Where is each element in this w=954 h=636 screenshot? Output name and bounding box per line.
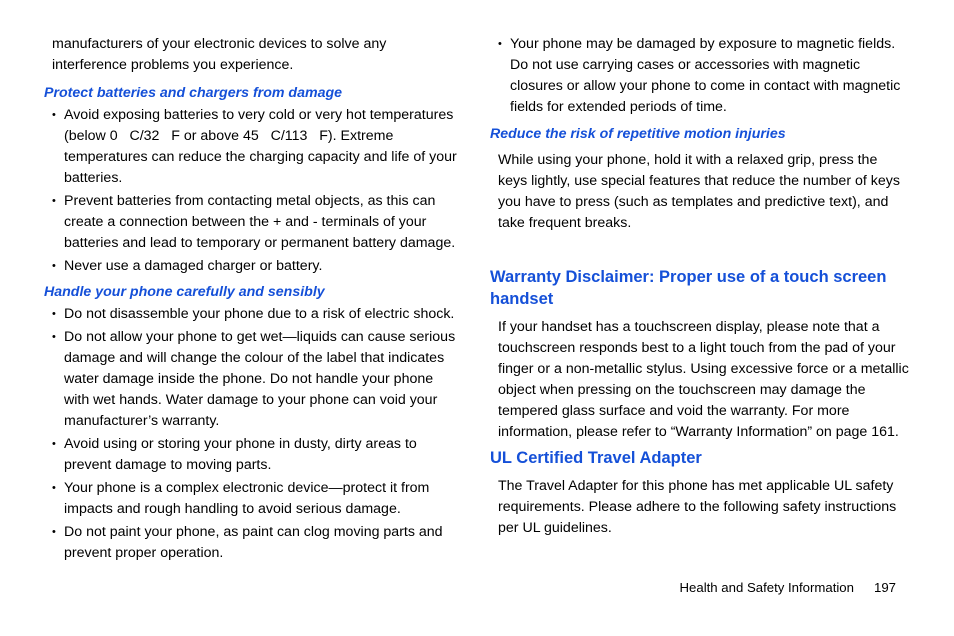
page-footer: [680, 578, 897, 598]
intro-paragraph: manufacturers of your electronic devices to solve any interference problems you experience.: [52, 36, 387, 73]
list-item: [44, 105, 458, 189]
list-item: [44, 478, 458, 520]
bullet-icon: •: [52, 308, 56, 320]
bullet-icon: •: [498, 38, 502, 50]
bullet-icon: •: [52, 109, 56, 121]
bullet-text: Never use a damaged charger or battery.: [64, 258, 323, 274]
bullet-text: Do not disassemble your phone due to a risk of electric shock.: [64, 306, 455, 322]
list-item: [490, 34, 910, 118]
batteries-list: [44, 105, 458, 277]
bullet-icon: •: [52, 438, 56, 450]
bullet-icon: •: [52, 195, 56, 207]
list-item: [44, 327, 458, 432]
handle-phone-heading: Handle your phone carefully and sensibly: [44, 284, 325, 300]
page-number: 197: [873, 580, 896, 595]
rsi-paragraph: While using your phone, hold it with a relaxed grip, press the keys lightly, use special features that reduce the number of keys you have to press (such as templates and predictive text), and take frequent breaks.: [498, 152, 900, 231]
bullet-icon: •: [52, 526, 56, 538]
rsi-heading: Reduce the risk of repetitive motion injuries: [490, 126, 786, 142]
bullet-text: Do not paint your phone, as paint can clog moving parts and prevent proper operation.: [64, 524, 443, 561]
list-item: [44, 522, 458, 564]
warranty-paragraph: If your handset has a touchscreen display, please note that a touchscreen responds best to a light touch from the pad of your finger or a non-metallic stylus. Using excessive force or a metallic object when pressing on the touchscreen may damage the tempered glass surface and void the warranty. For more information, please refer to “Warranty Information” on page 161.: [498, 319, 909, 440]
list-item: [44, 304, 458, 325]
list-item: [44, 191, 458, 254]
footer-section-title: Health and Safety Information: [679, 580, 854, 595]
ul-adapter-heading: UL Certified Travel Adapter: [490, 449, 702, 467]
bullet-text: Your phone is a complex electronic device—protect it from impacts and rough handling to avoid serious damage.: [64, 480, 430, 517]
bullet-icon: •: [52, 331, 56, 343]
handle-phone-list: [44, 304, 458, 564]
ul-adapter-paragraph: The Travel Adapter for this phone has met applicable UL safety requirements. Please adhere to the following safety instructions per UL guidelines.: [498, 478, 897, 536]
bullet-text: Do not allow your phone to get wet—liquids can cause serious damage and will change the colour of the label that indicates water damage inside the phone. Do not handle your phone with wet hands. Water damage to your phone can void your manufacturer’s warranty.: [64, 329, 456, 429]
batteries-heading: Protect batteries and chargers from damage: [44, 85, 343, 101]
bullet-icon: •: [52, 260, 56, 272]
bullet-text: Avoid using or storing your phone in dusty, dirty areas to prevent damage to moving parts.: [64, 436, 417, 473]
left-column: [44, 34, 458, 566]
bullet-text: Avoid exposing batteries to very cold or very hot temperatures (below 0 C/32 F or above 45 C/113 F). Extreme temperatures can reduce the charging capacity and life of your batteries.: [64, 107, 457, 186]
bullet-icon: •: [52, 482, 56, 494]
warranty-heading: Warranty Disclaimer: Proper use of a touch screen handset: [490, 268, 887, 308]
magnetic-list: [490, 34, 910, 118]
bullet-text: Your phone may be damaged by exposure to magnetic fields. Do not use carrying cases or accessories with magnetic closures or allow your phone to come in contact with magnetic fields for extended periods of time.: [510, 36, 901, 115]
list-item: [44, 256, 458, 277]
list-item: [44, 434, 458, 476]
right-column: [490, 34, 910, 539]
bullet-text: Prevent batteries from contacting metal objects, as this can create a connection between the + and - terminals of your batteries and lead to temporary or permanent battery damage.: [64, 193, 456, 251]
